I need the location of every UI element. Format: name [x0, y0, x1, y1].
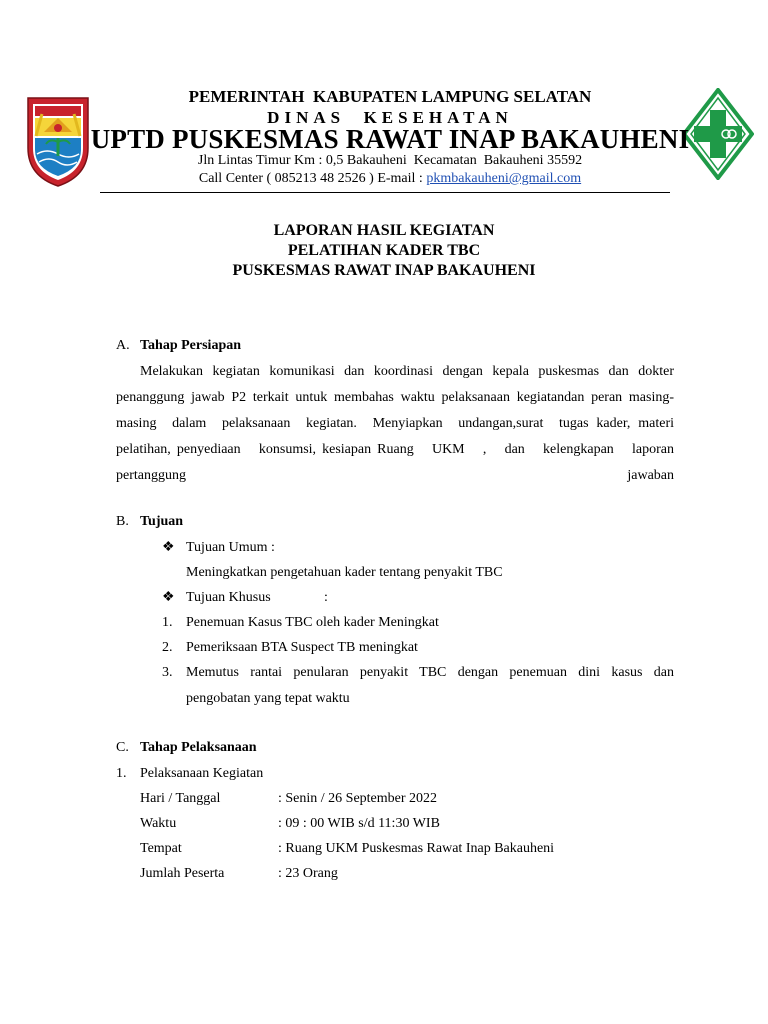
list-number: 2.: [162, 640, 173, 655]
tujuan-khusus-colon: :: [324, 590, 328, 605]
tujuan-khusus-label: Tujuan Khusus: [186, 590, 271, 605]
header-address: Jln Lintas Timur Km : 0,5 Bakauheni Kecamatan Bakauheni 35592: [197, 153, 583, 168]
header-divider: [100, 192, 670, 193]
detail-value-place: : Ruang UKM Puskesmas Rawat Inap Bakauheni: [278, 841, 555, 856]
paragraph-line: Melakukan kegiatan komunikasi dan koordinasi dengan kepala puskesmas dan dokter: [140, 364, 674, 379]
list-number: 3.: [162, 665, 173, 680]
detail-label-date: Hari / Tanggal: [140, 791, 221, 806]
list-item: Memutus rantai penularan penyakit TBC dengan penemuan dini kasus dan: [186, 665, 674, 680]
detail-value-date: : Senin / 26 September 2022: [278, 791, 438, 806]
bullet-diamond-icon: ❖: [162, 540, 175, 555]
header-department: DINAS KESEHATAN: [267, 108, 513, 127]
detail-label-participants: Jumlah Peserta: [140, 866, 225, 881]
report-title-line-3: PUSKESMAS RAWAT INAP BAKAUHENI: [232, 262, 536, 279]
list-item: Penemuan Kasus TBC oleh kader Meningkat: [186, 615, 439, 630]
paragraph-line: pelatihan, penyediaan konsumsi, kesiapan Ruang UKM , dan kelengkapan laporan: [116, 442, 674, 457]
call-center-text: Call Center ( 085213 48 2526 ) E-mail :: [198, 171, 427, 186]
section-a-marker: A.: [116, 338, 130, 353]
email-link[interactable]: pkmbakauheni@gmail.com: [426, 171, 582, 186]
header-institution: UPTD PUSKESMAS RAWAT INAP BAKAUHENI: [90, 124, 690, 154]
detail-label-place: Tempat: [140, 841, 182, 856]
report-title-line-2: PELATIHAN KADER TBC: [287, 242, 481, 259]
list-item-continuation: pengobatan yang tepat waktu: [186, 691, 350, 706]
header-government: PEMERINTAH KABUPATEN LAMPUNG SELATAN: [188, 87, 592, 106]
paragraph-line: pertanggung jawaban: [116, 468, 674, 483]
list-item: Pemeriksaan BTA Suspect TB meningkat: [186, 640, 418, 655]
section-b-heading: Tujuan: [140, 514, 184, 529]
subsection-heading: Pelaksanaan Kegiatan: [140, 766, 264, 781]
detail-value-time: : 09 : 00 WIB s/d 11:30 WIB: [278, 816, 440, 831]
subsection-number: 1.: [116, 766, 127, 781]
section-a-heading: Tahap Persiapan: [140, 338, 242, 353]
section-c-marker: C.: [116, 740, 129, 755]
paragraph-line: masing dalam pelaksanaan kegiatan. Menyiapkan undangan,surat tugas kader, materi: [116, 416, 674, 431]
bullet-diamond-icon: ❖: [162, 590, 175, 605]
tujuan-umum-text: Meningkatkan pengetahuan kader tentang penyakit TBC: [186, 565, 503, 580]
detail-label-time: Waktu: [140, 816, 177, 831]
header-contact: [50, 171, 730, 187]
report-title-line-1: LAPORAN HASIL KEGIATAN: [273, 222, 495, 239]
list-number: 1.: [162, 615, 173, 630]
section-b-marker: B.: [116, 514, 129, 529]
section-c-heading: Tahap Pelaksanaan: [140, 740, 257, 755]
tujuan-umum-label: Tujuan Umum :: [186, 540, 275, 555]
paragraph-line: penanggung jawab P2 terkait untuk membahas waktu pelaksanaan kegiatandan peran masing-: [116, 390, 674, 405]
detail-value-participants: : 23 Orang: [278, 866, 338, 881]
section-a-paragraph: [116, 359, 674, 489]
